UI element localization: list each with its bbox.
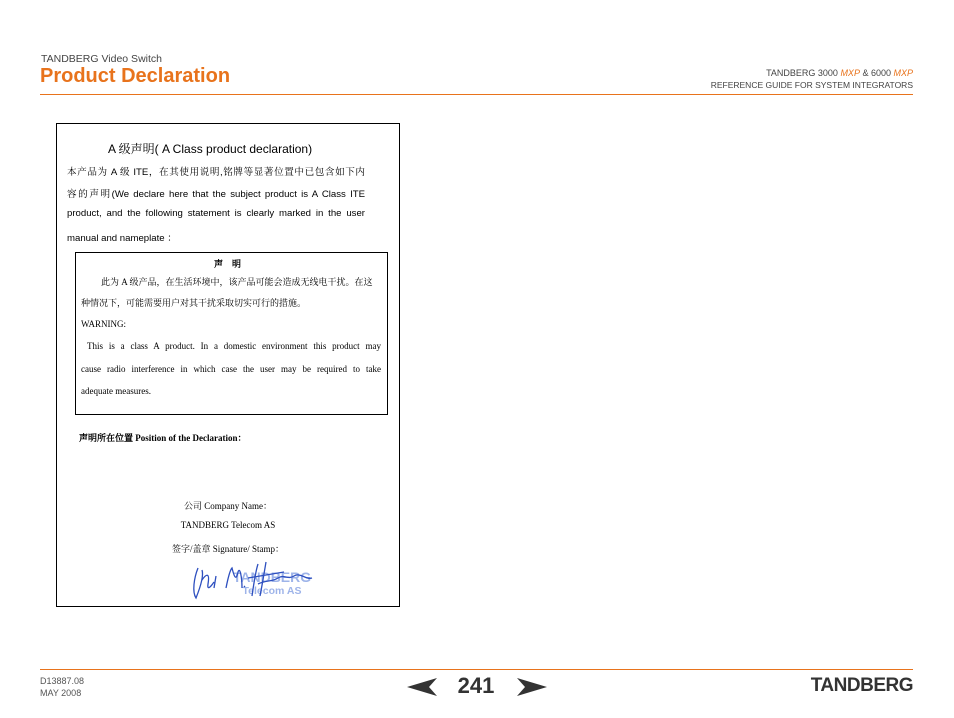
document-date: MAY 2008 <box>40 688 82 698</box>
mxp-label: MXP <box>893 68 913 78</box>
product-joiner: & 6000 <box>859 68 894 78</box>
declaration-position: 声明所在位置 Position of the Declaration： <box>79 433 247 443</box>
declaration-title: A 级声明( A Class product declaration) <box>108 142 313 156</box>
arrow-left-icon[interactable] <box>407 678 437 696</box>
declaration-line: product, and the following statement is clearly marked in the user <box>67 208 365 219</box>
declaration-line: 容的声明(We declare here that the subject product is A Class ITE <box>67 189 365 200</box>
stamp-suffix: Telecom AS <box>242 585 302 597</box>
arrow-right-icon[interactable] <box>517 678 547 696</box>
mxp-label: MXP <box>840 68 860 78</box>
tandberg-logo: TANDBERG <box>810 675 913 696</box>
statement-en-line: cause radio interference in which case the user may be required to take <box>81 364 381 374</box>
declaration-line: 本产品为 A 级 ITE，在其使用说明,铭牌等显著位置中已包含如下内 <box>67 167 365 178</box>
page-title: Product Declaration <box>40 65 231 87</box>
statement-cn-line: 种情况下，可能需要用户对其干扰采取切实可行的措施。 <box>81 298 307 308</box>
guide-title: REFERENCE GUIDE FOR SYSTEM INTEGRATORS <box>710 80 913 90</box>
product-name: TANDBERG 3000 <box>766 68 841 78</box>
page-number: 241 <box>457 673 495 698</box>
statement-cn-line: 此为 A 级产品，在生活环境中，该产品可能会造成无线电干扰。在这 <box>101 277 373 287</box>
brand-label: TANDBERG Video Switch <box>41 53 162 65</box>
signature-label: 签字/盖章 Signature/ Stamp： <box>172 544 284 554</box>
declaration-line: manual and nameplate ： <box>67 233 177 244</box>
header-divider <box>40 94 913 95</box>
document-number: D13887.08 <box>40 676 85 686</box>
warning-label: WARNING: <box>81 319 126 329</box>
company-label: 公司 Company Name： <box>184 501 272 511</box>
company-name: TANDBERG Telecom AS <box>180 520 276 530</box>
statement-en-line: This is a class A product. In a domestic environment this product may <box>87 341 381 351</box>
footer-divider <box>40 669 913 670</box>
statement-en-line: adequate measures. <box>81 386 151 396</box>
stamp-company: TANDBERG <box>232 569 312 585</box>
statement-title: 声 明 <box>214 259 242 269</box>
product-line <box>766 68 913 78</box>
signature-stamp <box>188 558 328 602</box>
